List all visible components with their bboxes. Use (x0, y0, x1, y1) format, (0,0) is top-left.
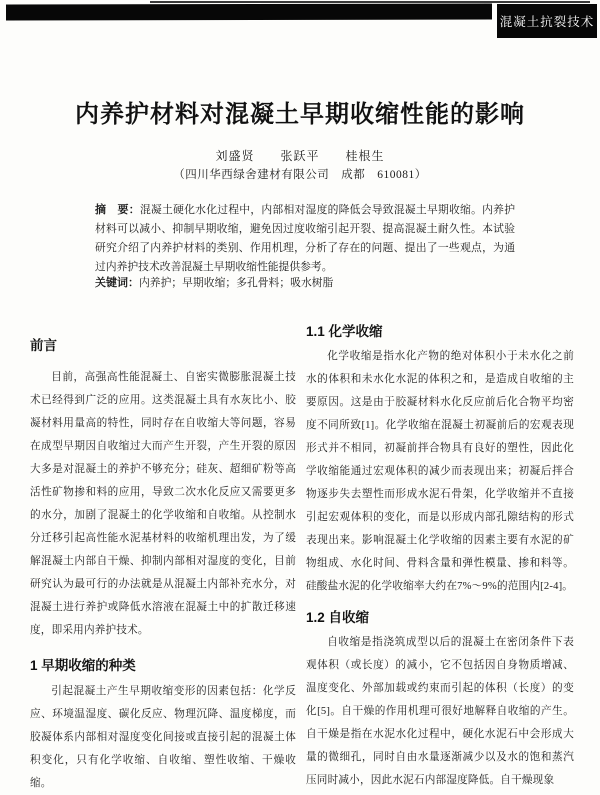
keywords-block (95, 274, 515, 292)
tab-text: 混凝土抗裂技术 (499, 15, 595, 29)
authors-line: 刘盛贤 张跃平 桂根生 (215, 149, 385, 163)
paragraph-foreword: 目前，高强高性能混凝土、自密实微膨胀混凝土技术已经得到广泛的应用。这类混凝土具有水灰比小、胶凝材料用量高的特性，同时存在自收缩大等问题，容易在成型早期因自收缩过大而产生开裂，产生开裂的原因大多是对混凝土的养护不够充分；硅灰、超细矿粉等高活性矿物掺和料的应用，导致二次水化反应又需要更多的水分，加剧了混凝土的化学收缩和自收缩。从控制水分迁移引起高性能水泥基材料的收缩机理出发，为了缓解混凝土内部自干燥、抑制内部相对湿度的变化，目前研究认为最可行的办法就是从混凝土内部补充水分，对混凝土进行养护或降低水溶液在混凝土中的扩散迁移速度，即采用内养护技术。 (30, 372, 296, 636)
heading-chemical-shrinkage: 1.1 化学收缩 (306, 324, 383, 339)
right-column (306, 320, 574, 792)
affiliation-line: （四川华西绿舍建材有限公司 成都 610081） (173, 169, 427, 181)
abstract-block (95, 201, 515, 277)
header-rule-bar (6, 3, 492, 20)
abstract-label: 摘 要： (95, 204, 140, 216)
keywords-text: 内养护；早期收缩；多孔骨料；吸水树脂 (139, 277, 334, 289)
heading-shrinkage-types: 1 早期收缩的种类 (30, 658, 136, 673)
keywords-label: 关键词： (95, 277, 139, 289)
scan-artifact-line (150, 1, 590, 3)
abstract-text: 混凝土硬化水化过程中，内部相对湿度的降低会导致混凝土早期收缩。内养护材料可以减小、抑制早期收缩，避免因过度收缩引起开裂、提高混凝土耐久性。本试验研究介绍了内养护材料的类别、作用机理，分析了存在的问题、提出了一些观点，为通过内养护技术改善混凝土早期收缩性能提供参考。 (95, 204, 516, 273)
paragraph-chemical-shrinkage: 化学收缩是指水化产物的绝对体积小于未水化之前水的体积和未水化水泥的体积之和，是造成自收缩的主要原因。这是由于胶凝材料水化反应前后化合物平均密度不同所致[1]。化学收缩在混凝土初凝前后的宏观表现形式并不相同，初凝前拌合物具有良好的塑性，因此化学收缩能通过宏观体积的减少而表现出来；初凝后拌合物逐步失去塑性而形成水泥石骨架，化学收缩并不直接引起宏观体积的变化，而是以形成内部孔隙结构的形式表现出来。影响混凝土化学收缩的因素主要有水泥的矿物组成、水化时间、骨料含量和弹性模量、掺和料等。硅酸盐水泥的化学收缩率大约在7%～9%的范围内[2-4]。 (306, 351, 574, 592)
left-column (30, 320, 296, 795)
column-tab-label (497, 4, 597, 38)
heading-autogenous-shrinkage: 1.2 自收缩 (306, 610, 370, 625)
paragraph-shrinkage-types: 引起混凝土产生早期收缩变形的因素包括：化学反应、环境温湿度、碳化反应、物理沉降、温度梯度，而胶凝体系内部相对湿度变化间接或直接引起的混凝土体积变化，只有化学收缩、自收缩、塑性收缩、干燥收缩。 (30, 686, 296, 789)
article-title: 内养护材料对混凝土早期收缩性能的影响 (75, 101, 525, 128)
paragraph-autogenous-shrinkage: 自收缩是指浇筑成型以后的混凝土在密闭条件下表观体积（或长度）的减小，它不包括因自身物质增减、温度变化、外部加载或约束而引起的体积（长度）的变化[5]。自干燥的作用机理可很好地解释自收缩的产生。自干燥是指在水泥水化过程中，硬化水泥石中会形成大量的微细孔，同时自由水量逐渐减少以及水的饱和蒸汽压同时减小，因此水泥石内部湿度降低。自干燥现象 (306, 637, 574, 786)
heading-foreword: 前言 (30, 338, 57, 353)
